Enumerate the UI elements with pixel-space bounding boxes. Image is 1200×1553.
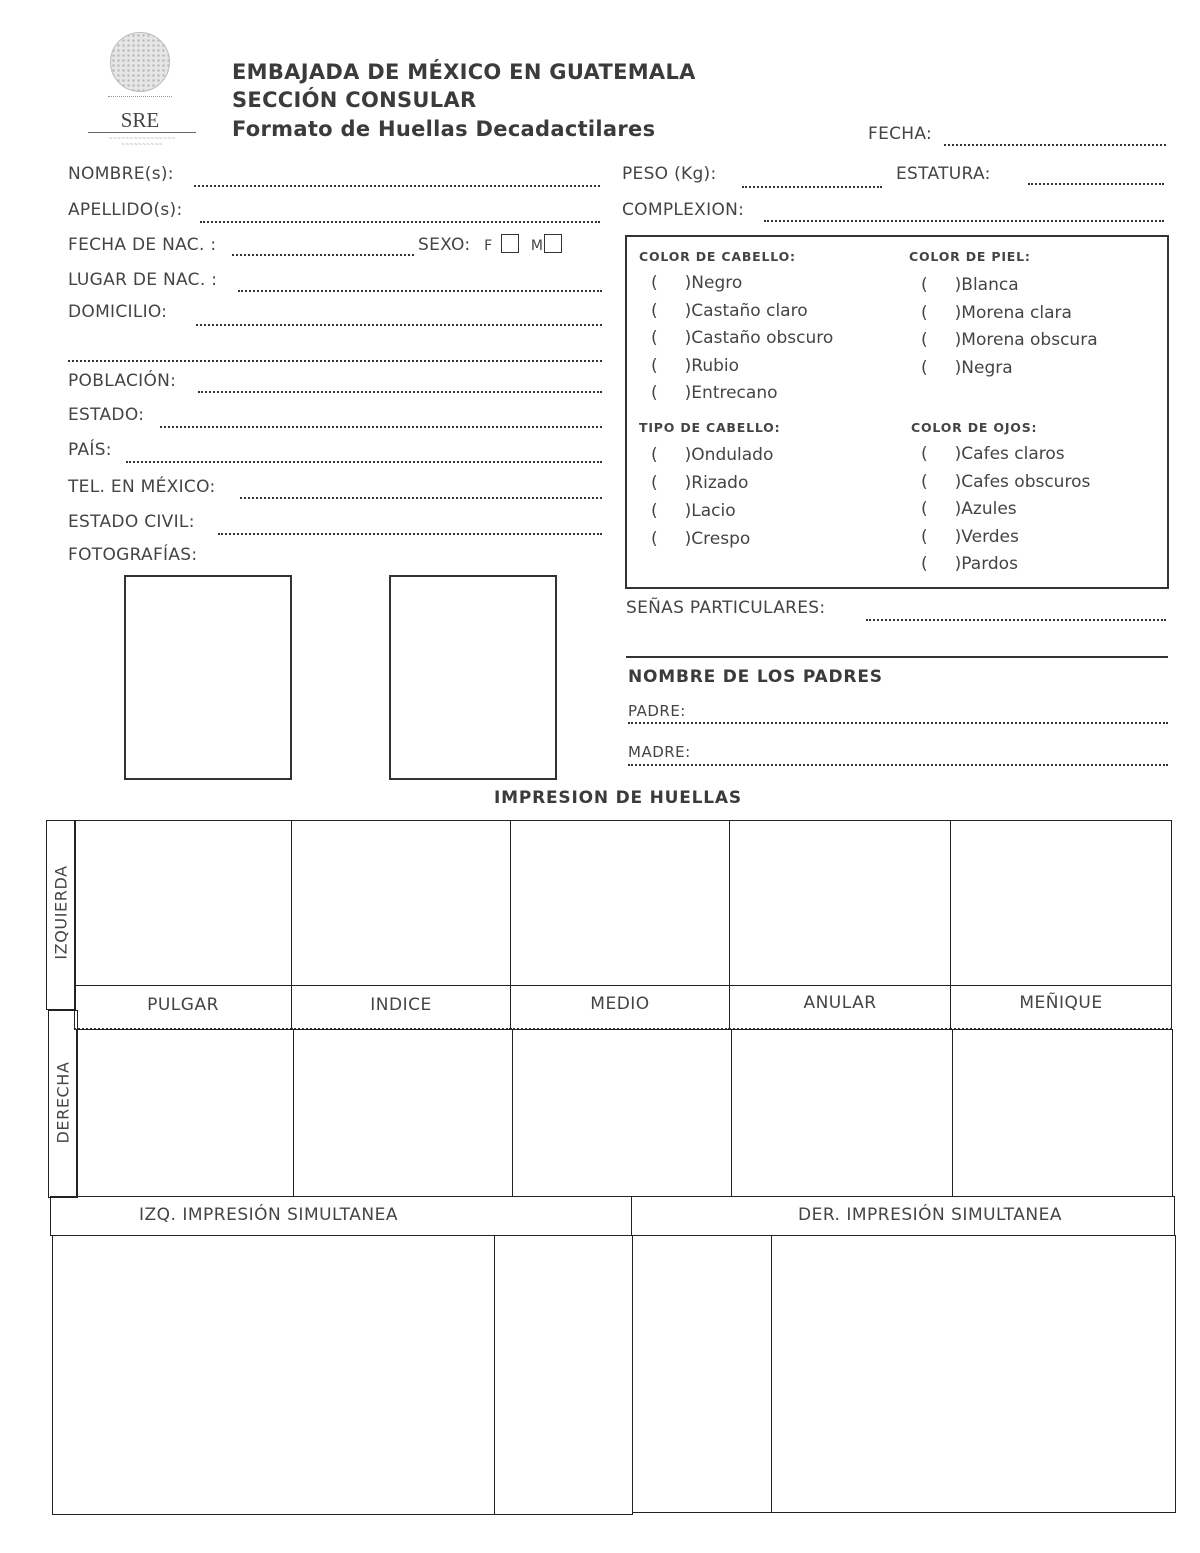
photo-box-2[interactable] <box>389 575 557 780</box>
estado-label: ESTADO: <box>68 405 145 425</box>
senas-field-line2[interactable] <box>626 656 1168 658</box>
peso-label: PESO (Kg): <box>622 164 717 184</box>
finger-cell-medio <box>510 985 730 1030</box>
finger-cell-indice <box>291 985 511 1030</box>
lugar-nac-label: LUGAR DE NAC. : <box>68 270 218 290</box>
huellas-title: IMPRESION DE HUELLAS <box>494 788 742 808</box>
option-rubio[interactable]: ( )Rubio <box>651 355 740 376</box>
option-crespo[interactable]: ( )Crespo <box>651 529 751 549</box>
color-piel-options <box>921 275 1098 385</box>
left-ring-print-cell[interactable] <box>729 820 951 986</box>
madre-label: MADRE: <box>628 743 691 761</box>
sexo-label: SEXO: <box>418 235 471 255</box>
fecha-label: FECHA: <box>868 124 933 144</box>
madre-field[interactable] <box>628 764 1168 766</box>
logo-subtext-lines: ~~~~~~~~~~~~~~~~ ~~~~~~~~~~ <box>108 136 176 148</box>
estatura-label: ESTATURA: <box>896 164 991 184</box>
left-thumb-print-cell[interactable] <box>74 820 292 986</box>
apellido-field[interactable] <box>200 221 600 223</box>
option-morena-obscura[interactable]: ( )Morena obscura <box>921 330 1098 350</box>
finger-cell-anular <box>729 985 951 1030</box>
nombre-label: NOMBRE(s): <box>68 164 174 184</box>
option-cafes-claros[interactable]: ( )Cafes claros <box>921 444 1065 464</box>
lugar-nac-field[interactable] <box>238 290 602 292</box>
color-cabello-title: COLOR DE CABELLO: <box>639 249 796 264</box>
right-index-print-cell[interactable] <box>293 1029 513 1197</box>
color-ojos-options <box>921 444 1090 582</box>
izq-simultanea-label: IZQ. IMPRESIÓN SIMULTANEA <box>139 1205 398 1225</box>
padre-label: PADRE: <box>628 702 686 720</box>
left-four-fingers-print-cell[interactable] <box>52 1235 495 1515</box>
left-thumb-simultanea-cell[interactable] <box>494 1235 633 1515</box>
estado-civil-label: ESTADO CIVIL: <box>68 512 195 532</box>
option-azules[interactable]: ( )Azules <box>921 499 1017 519</box>
right-ring-print-cell[interactable] <box>731 1029 953 1197</box>
pais-label: PAÍS: <box>68 440 112 460</box>
finger-label-medio: MEDIO <box>590 994 650 1014</box>
option-blanca[interactable]: ( )Blanca <box>921 275 1019 295</box>
left-index-print-cell[interactable] <box>291 820 511 986</box>
option-pardos[interactable]: ( )Pardos <box>921 554 1018 574</box>
derecha-label: DERECHA <box>53 1061 73 1144</box>
padres-title: NOMBRE DE LOS PADRES <box>628 667 883 687</box>
fecha-field[interactable] <box>944 144 1166 146</box>
complexion-field[interactable] <box>764 220 1164 222</box>
option-ondulado[interactable]: ( )Ondulado <box>651 445 774 465</box>
descriptors-box <box>625 235 1169 589</box>
domicilio-field[interactable] <box>196 324 602 326</box>
estado-civil-field[interactable] <box>218 533 602 535</box>
padre-field[interactable] <box>628 722 1168 724</box>
domicilio-field-line2[interactable] <box>68 360 602 362</box>
apellido-label: APELLIDO(s): <box>68 200 183 220</box>
fecha-nac-label: FECHA DE NAC. : <box>68 235 217 255</box>
option-castano-claro[interactable]: ( )Castaño claro <box>651 300 808 321</box>
option-rizado[interactable]: ( )Rizado <box>651 473 749 493</box>
header-form-title: Formato de Huellas Decadactilares <box>232 117 656 141</box>
finger-label-anular: ANULAR <box>803 993 877 1013</box>
der-simultanea-label: DER. IMPRESIÓN SIMULTANEA <box>798 1205 1062 1225</box>
color-piel-title: COLOR DE PIEL: <box>909 249 1031 264</box>
estatura-field[interactable] <box>1028 183 1164 185</box>
sre-logo-text: SRE <box>120 108 160 132</box>
option-castano-obscuro[interactable]: ( )Castaño obscuro <box>651 328 834 348</box>
option-lacio[interactable]: ( )Lacio <box>651 501 736 521</box>
right-four-fingers-print-cell[interactable] <box>771 1235 1176 1513</box>
option-negra[interactable]: ( )Negra <box>921 357 1013 378</box>
sexo-f-label: F <box>484 238 493 254</box>
poblacion-field[interactable] <box>198 391 602 393</box>
tipo-cabello-options <box>651 445 773 557</box>
option-morena-clara[interactable]: ( )Morena clara <box>921 302 1072 323</box>
poblacion-label: POBLACIÓN: <box>68 371 177 391</box>
logo-underline <box>88 132 196 133</box>
right-thumb-print-cell[interactable] <box>76 1029 294 1197</box>
finger-cell-menique <box>950 985 1172 1030</box>
color-cabello-options <box>651 273 833 411</box>
estado-field[interactable] <box>160 426 602 428</box>
senas-label: SEÑAS PARTICULARES: <box>626 598 826 618</box>
izquierda-label: IZQUIERDA <box>51 865 71 960</box>
fotografias-label: FOTOGRAFÍAS: <box>68 545 198 565</box>
option-negro[interactable]: ( )Negro <box>651 273 743 293</box>
der-simultanea-header <box>631 1196 1175 1236</box>
left-middle-print-cell[interactable] <box>510 820 730 986</box>
header-section: SECCIÓN CONSULAR <box>232 88 477 112</box>
header-embassy: EMBAJADA DE MÉXICO EN GUATEMALA <box>232 60 696 84</box>
domicilio-label: DOMICILIO: <box>68 302 168 322</box>
photo-box-1[interactable] <box>124 575 292 780</box>
option-verdes[interactable]: ( )Verdes <box>921 526 1019 547</box>
izq-simultanea-header <box>50 1196 632 1236</box>
finger-cell-pulgar <box>74 985 292 1030</box>
tel-field[interactable] <box>240 497 602 499</box>
right-thumb-simultanea-cell[interactable] <box>632 1235 772 1513</box>
logo-rule <box>108 96 172 97</box>
tipo-cabello-title: TIPO DE CABELLO: <box>639 420 781 435</box>
sexo-m-label: M <box>530 238 544 254</box>
finger-label-menique: MEÑIQUE <box>1019 993 1103 1013</box>
right-little-print-cell[interactable] <box>952 1029 1173 1197</box>
senas-field[interactable] <box>866 619 1166 621</box>
finger-label-indice: INDICE <box>370 995 432 1015</box>
nombre-field[interactable] <box>194 185 600 187</box>
left-little-print-cell[interactable] <box>950 820 1172 986</box>
peso-field[interactable] <box>742 186 882 188</box>
finger-label-pulgar: PULGAR <box>147 995 219 1015</box>
sexo-group <box>418 234 562 255</box>
izquierda-side-cell <box>46 820 76 1010</box>
pais-field[interactable] <box>126 461 602 463</box>
fecha-nac-field[interactable] <box>232 254 414 256</box>
sexo-m-checkbox[interactable] <box>544 234 562 253</box>
consular-seal-icon <box>110 32 170 92</box>
color-ojos-title: COLOR DE OJOS: <box>911 420 1038 435</box>
option-entrecano[interactable]: ( )Entrecano <box>651 383 778 403</box>
sexo-f-checkbox[interactable] <box>501 234 519 253</box>
option-cafes-obscuros[interactable]: ( )Cafes obscuros <box>921 471 1091 492</box>
right-middle-print-cell[interactable] <box>512 1029 732 1197</box>
tel-label: TEL. EN MÉXICO: <box>68 477 216 497</box>
derecha-side-cell <box>48 1010 78 1198</box>
complexion-label: COMPLEXION: <box>622 200 745 220</box>
